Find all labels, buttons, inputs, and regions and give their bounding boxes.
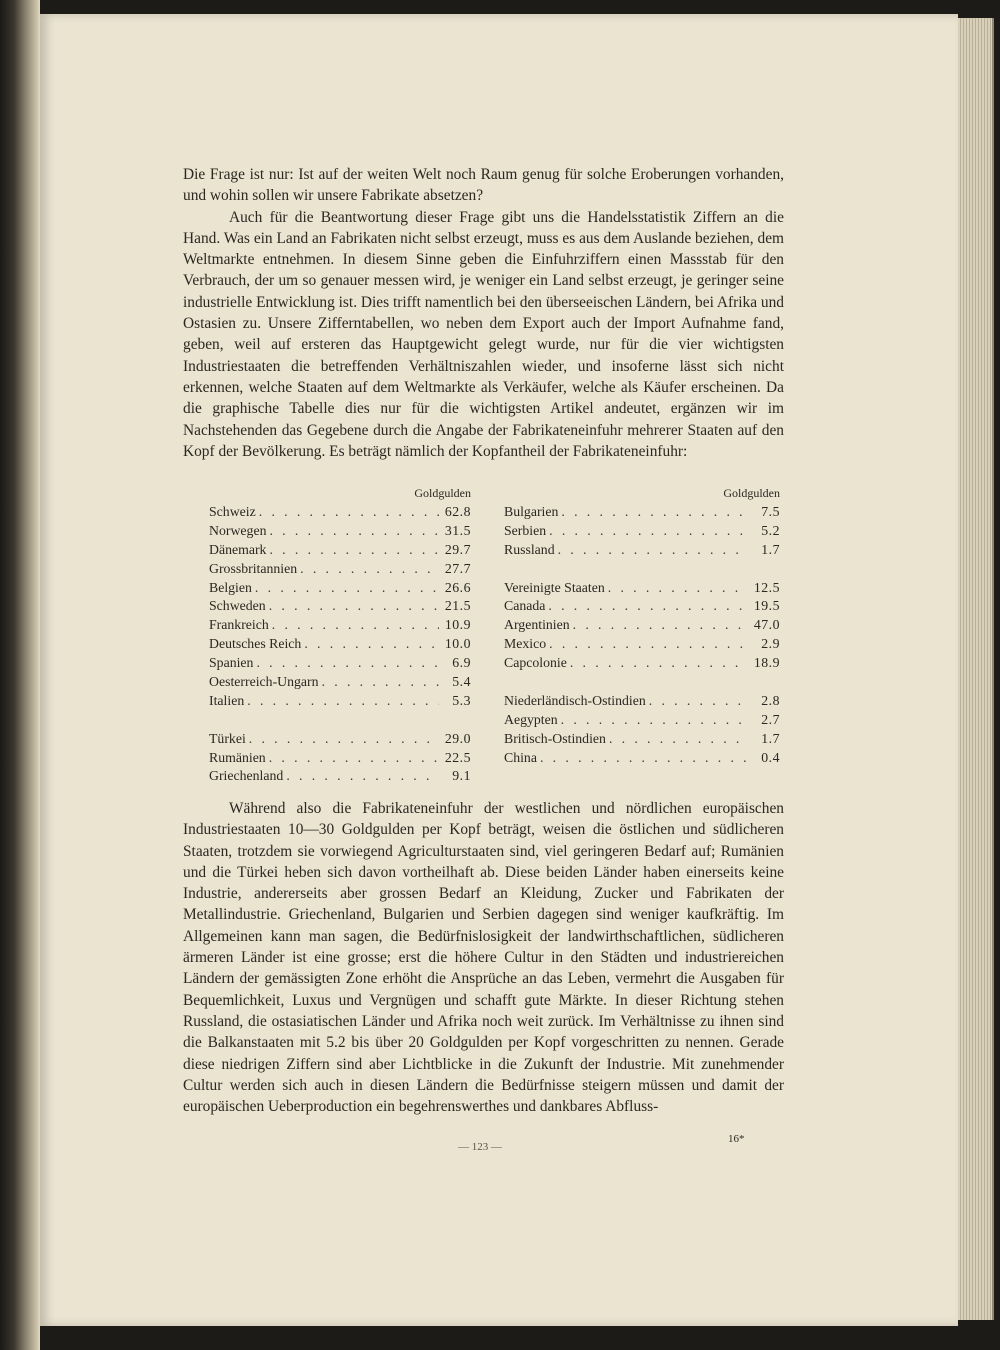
- table-row: [209, 692, 471, 711]
- leader-dots: [244, 692, 439, 711]
- import-value: 6.9: [452, 655, 471, 671]
- leader-dots: [246, 730, 439, 749]
- table-row: [209, 541, 471, 560]
- country-name: Türkei: [209, 730, 246, 746]
- country-name: Frankreich: [209, 617, 269, 633]
- country-name: Britisch-Ostindien: [504, 730, 606, 746]
- import-value: 62.8: [444, 504, 471, 519]
- country-name: Grossbritannien: [209, 560, 298, 576]
- country-name: Schweden: [209, 598, 266, 614]
- country-name: Norwegen: [209, 522, 267, 538]
- country-name: Bulgarien: [504, 504, 559, 519]
- table-row: [209, 579, 471, 598]
- country-name: Vereinigte Staaten: [504, 579, 605, 595]
- import-value: 0.4: [761, 749, 780, 765]
- country-name: Griechenland: [209, 768, 284, 784]
- leader-dots: [269, 616, 439, 635]
- leader-dots: [545, 597, 748, 616]
- table-row: [209, 654, 471, 673]
- page-number: — 123 —: [458, 1141, 502, 1153]
- country-name: Argentinien: [504, 617, 570, 633]
- group-spacer: [504, 560, 780, 579]
- import-value: 10.9: [444, 617, 471, 633]
- group-spacer: [504, 673, 780, 692]
- table-row: [504, 616, 780, 635]
- leader-dots: [555, 541, 748, 560]
- table-rows-right: [504, 503, 780, 767]
- country-name: Aegypten: [504, 711, 558, 727]
- leader-dots: [606, 730, 748, 749]
- country-name: Schweiz: [209, 504, 256, 519]
- leader-dots: [256, 503, 439, 522]
- country-name: Belgien: [209, 579, 252, 595]
- leader-dots: [253, 654, 439, 673]
- unit-header-right: Goldgulden: [723, 486, 780, 500]
- table-row: [504, 503, 780, 522]
- leader-dots: [283, 767, 439, 786]
- import-value: 1.7: [761, 730, 780, 746]
- printer-signature: 16*: [728, 1133, 745, 1145]
- import-value: 5.2: [761, 522, 780, 538]
- country-name: Deutsches Reich: [209, 636, 302, 652]
- paragraph-3: Während also die Fabrikateneinfuhr der westlichen und nördlichen europäischen Industriestaaten 10—30 Goldgulden per Kopf beträgt, weisen die östlichen und südlicheren Staaten, trotzdem sie vorwiegend Agriculturstaaten sind, viel geringeren Bedarf auf; Rumänien und die Türkei heben sich davon vortheilhaft ab. Diese beiden Länder haben einerseits keine Industrie, andererseits aber grossen Bedarf an Kleidung, Zucker und Fabrikaten der Metallindustrie. Griechenland, Bulgarien und Serbien dagegen sind weniger kaufkräftig. Im Allgemeinen kann man sagen, die Bedürfnislosigkeit der landwirthschaftlichen, südlicheren ärmeren Länder ist eine grosse; erst die höhere Cultur in den Städten und industriereichen Ländern der gemässigten Zone erhöht die Ansprüche an das Leben, vermehrt die Ausgaben für Bequemlichkeit, Luxus und Vergnügen und schafft gute Märkte. In dieser Richtung stehen Russland, die ostasiatischen Länder und Afrika noch weit zurück. Im Verhältnisse zu ihnen sind die Balkanstaaten mit 5.2 bis über 20 Goldgulden per Kopf vorgeschritten zu nennen. Gerade diese niedrigen Ziffern sind aber Lichtblicke in die Zukunft der Industrie. Mit zunehmender Cultur werden sich auch in diesen Ländern die Bedürfnisse steigern müssen und damit der europäischen Ueberproduction ein begehrenswerthes und dankbares Abfluss-: [183, 800, 784, 1116]
- table-row: [504, 654, 780, 673]
- leader-dots: [537, 749, 748, 768]
- leader-dots: [546, 635, 748, 654]
- table-row: [504, 711, 780, 730]
- import-table-left: [209, 484, 471, 786]
- import-value: 2.8: [761, 692, 780, 708]
- table-row: [209, 673, 471, 692]
- table-row: [504, 692, 780, 711]
- table-row: [209, 730, 471, 749]
- leader-dots: [558, 503, 748, 522]
- table-row: [504, 579, 780, 598]
- leader-dots: [546, 522, 748, 541]
- country-name: Oesterreich-Ungarn: [209, 674, 319, 690]
- country-name: Serbien: [504, 522, 547, 538]
- unit-header-left: Goldgulden: [414, 486, 471, 500]
- group-spacer: [209, 711, 471, 730]
- import-value: 5.3: [452, 692, 471, 708]
- leader-dots: [252, 579, 439, 598]
- leader-dots: [301, 635, 439, 654]
- table-row: [504, 635, 780, 654]
- import-value: 27.7: [444, 560, 471, 576]
- import-value: 21.5: [444, 598, 471, 614]
- country-name: China: [504, 749, 537, 765]
- import-value: 7.5: [761, 504, 780, 519]
- table-row: [209, 522, 471, 541]
- paragraph-2: Auch für die Beantwortung dieser Frage gibt uns die Handelsstatistik Ziffern an die Hand. Was ein Land an Fabrikaten nicht selbst erzeugt, muss es aus dem Auslande beziehen, dem Weltmarkte entnehmen. In diesem Sinne geben die Einfuhrziffern einen Massstab für den Verbrauch, der um so genauer messen wird, je weniger ein Land selbst erzeugt, je geringer seine industrielle Entwicklung ist. Dies trifft namentlich bei den überseeischen Ländern, bei Afrika und Ostasien zu. Unsere Zifferntabellen, wo neben dem Export auch der Import Aufnahme fand, geben, weil auf ersteren das Hauptgewicht gelegt wurde, nur für die vier wichtigsten Industriestaaten die betreffenden Verhältniszahlen wieder, und insoferne lässt sich nicht erkennen, welche Staaten auf dem Weltmarkte als Verkäufer, welche als Käufer erscheinen. Da die graphische Tabelle dies nur für die wichtigsten Artikel andeutet, ergänzen wir im Nachstehenden das Gegebene durch die Angabe der Fabrikateneinfuhr mehrerer Staaten auf den Kopf der Bevölkerung. Es beträgt nämlich der Kopfantheil der Fabrikateneinfuhr:: [183, 208, 784, 460]
- table-row: [209, 597, 471, 616]
- import-value: 29.7: [444, 541, 471, 557]
- import-value: 1.7: [761, 541, 780, 557]
- paragraph-1: Die Frage ist nur: Ist auf der weiten Welt noch Raum genug für solche Eroberungen vorhanden, und wohin sollen wir unsere Fabrikate absetzen?: [183, 166, 784, 205]
- country-name: Spanien: [209, 655, 254, 671]
- leader-dots: [605, 579, 748, 598]
- country-name: Italien: [209, 692, 245, 708]
- leader-dots: [319, 673, 439, 692]
- leader-dots: [567, 654, 748, 673]
- country-name: Canada: [504, 598, 546, 614]
- import-value: 26.6: [444, 579, 471, 595]
- import-table-right: [504, 484, 780, 767]
- import-value: 47.0: [753, 617, 780, 633]
- table-row: [209, 749, 471, 768]
- leader-dots: [266, 541, 439, 560]
- table-row: [209, 503, 471, 522]
- country-name: Russland: [504, 541, 555, 557]
- table-rows-left: [209, 503, 471, 786]
- country-name: Dänemark: [209, 541, 267, 557]
- country-name: Niederländisch-Ostindien: [504, 692, 646, 708]
- import-value: 9.1: [452, 768, 471, 784]
- country-name: Rumänien: [209, 749, 266, 765]
- import-value: 2.7: [761, 711, 780, 727]
- table-row: [504, 749, 780, 768]
- import-value: 29.0: [444, 730, 471, 746]
- table-row: [209, 635, 471, 654]
- country-name: Capcolonie: [504, 655, 567, 671]
- table-row: [209, 560, 471, 579]
- table-row: [209, 767, 471, 786]
- leader-dots: [297, 560, 439, 579]
- import-value: 19.5: [753, 598, 780, 614]
- leader-dots: [558, 711, 748, 730]
- import-value: 31.5: [444, 522, 471, 538]
- page-edges: [958, 18, 994, 1320]
- table-row: [504, 597, 780, 616]
- country-name: Mexico: [504, 636, 547, 652]
- table-row: [209, 616, 471, 635]
- import-value: 22.5: [444, 749, 471, 765]
- leader-dots: [266, 522, 439, 541]
- leader-dots: [646, 692, 748, 711]
- leader-dots: [570, 616, 748, 635]
- import-value: 12.5: [753, 579, 780, 595]
- import-value: 5.4: [452, 674, 471, 690]
- body-text-bottom: [183, 798, 784, 1117]
- import-value: 18.9: [753, 655, 780, 671]
- leader-dots: [266, 597, 439, 616]
- table-row: [504, 541, 780, 560]
- import-value: 2.9: [761, 636, 780, 652]
- body-text-top: [183, 164, 784, 462]
- import-value: 10.0: [444, 636, 471, 652]
- table-row: [504, 522, 780, 541]
- leader-dots: [266, 749, 439, 768]
- table-row: [504, 730, 780, 749]
